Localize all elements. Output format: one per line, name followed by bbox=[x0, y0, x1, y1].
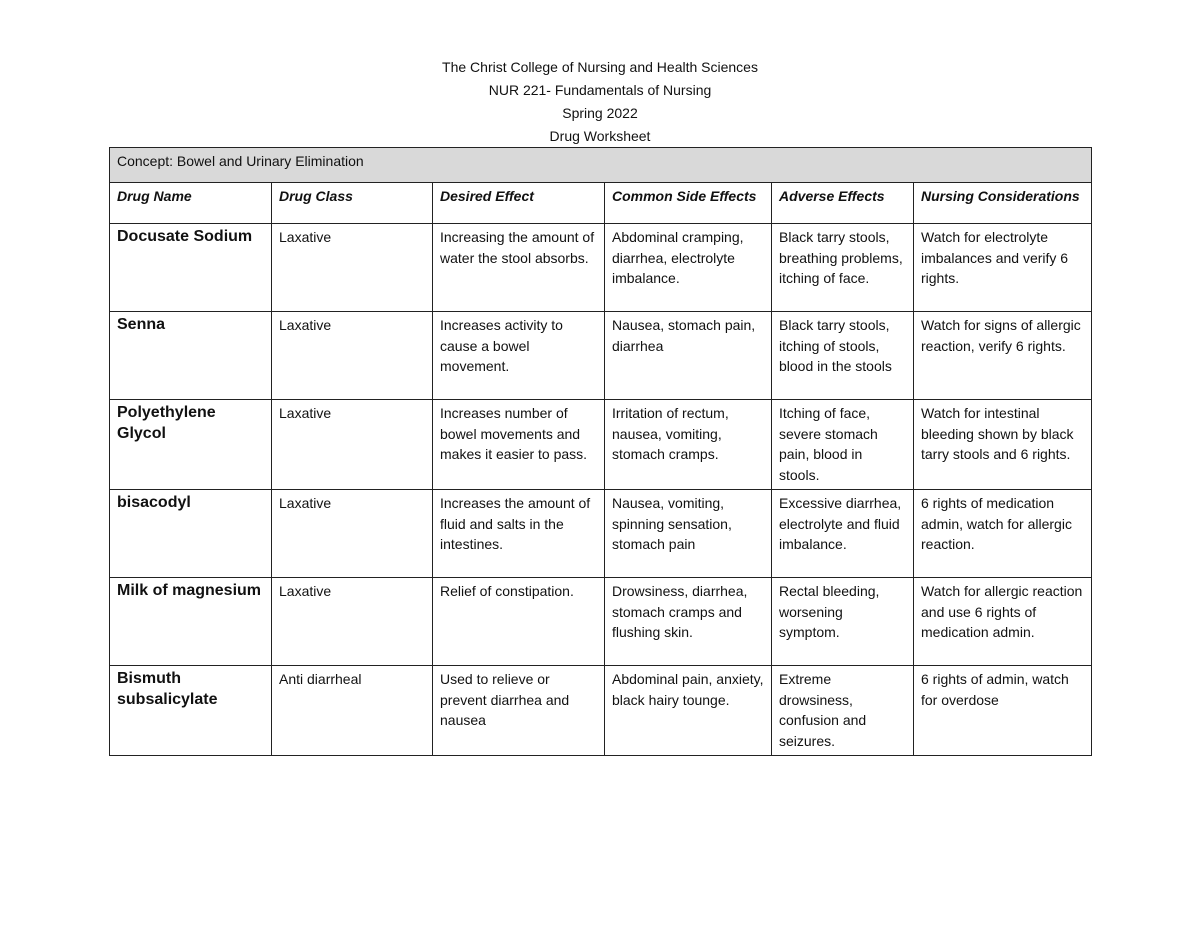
drug-class-cell: Laxative bbox=[272, 490, 433, 578]
term: Spring 2022 bbox=[562, 105, 638, 121]
table-row bbox=[110, 312, 1092, 400]
worksheet-title: Drug Worksheet bbox=[549, 128, 651, 144]
drug-worksheet-table bbox=[109, 147, 1092, 756]
column-header: Common Side Effects bbox=[605, 183, 772, 224]
side-effects-cell: Drowsiness, diarrhea, stomach cramps and flushing skin. bbox=[605, 578, 772, 666]
side-effects-cell: Nausea, vomiting, spinning sensation, stomach pain bbox=[605, 490, 772, 578]
drug-class-cell: Laxative bbox=[272, 224, 433, 312]
column-header: Nursing Considerations bbox=[914, 183, 1092, 224]
drug-name-cell: Polyethylene Glycol bbox=[110, 400, 272, 490]
drug-class-cell: Laxative bbox=[272, 312, 433, 400]
table-row bbox=[110, 578, 1092, 666]
adverse-effects-cell: Excessive diarrhea, electrolyte and fluid imbalance. bbox=[772, 490, 914, 578]
nursing-considerations-cell: Watch for intestinal bleeding shown by black tarry stools and 6 rights. bbox=[914, 400, 1092, 490]
drug-class-cell: Laxative bbox=[272, 400, 433, 490]
nursing-considerations-cell: Watch for electrolyte imbalances and verify 6 rights. bbox=[914, 224, 1092, 312]
adverse-effects-cell: Black tarry stools, itching of stools, blood in the stools bbox=[772, 312, 914, 400]
column-header: Drug Name bbox=[110, 183, 272, 224]
nursing-considerations-cell: 6 rights of admin, watch for overdose bbox=[914, 666, 1092, 756]
desired-effect-cell: Increases activity to cause a bowel movement. bbox=[433, 312, 605, 400]
desired-effect-cell: Relief of constipation. bbox=[433, 578, 605, 666]
adverse-effects-cell: Extreme drowsiness, confusion and seizures. bbox=[772, 666, 914, 756]
column-header: Adverse Effects bbox=[772, 183, 914, 224]
adverse-effects-cell: Rectal bleeding, worsening symptom. bbox=[772, 578, 914, 666]
adverse-effects-cell: Black tarry stools, breathing problems, itching of face. bbox=[772, 224, 914, 312]
course-title: NUR 221- Fundamentals of Nursing bbox=[488, 82, 712, 98]
drug-name-cell: Docusate Sodium bbox=[110, 224, 272, 312]
document-header bbox=[0, 56, 1200, 148]
nursing-considerations-cell: 6 rights of medication admin, watch for allergic reaction. bbox=[914, 490, 1092, 578]
desired-effect-cell: Increasing the amount of water the stool absorbs. bbox=[433, 224, 605, 312]
drug-class-cell: Anti diarrheal bbox=[272, 666, 433, 756]
column-header-row bbox=[110, 183, 1092, 224]
column-header: Desired Effect bbox=[433, 183, 605, 224]
nursing-considerations-cell: Watch for signs of allergic reaction, verify 6 rights. bbox=[914, 312, 1092, 400]
table-row bbox=[110, 666, 1092, 756]
side-effects-cell: Abdominal cramping, diarrhea, electrolyte imbalance. bbox=[605, 224, 772, 312]
side-effects-cell: Nausea, stomach pain, diarrhea bbox=[605, 312, 772, 400]
drug-name-cell: Bismuth subsalicylate bbox=[110, 666, 272, 756]
table-row bbox=[110, 224, 1092, 312]
desired-effect-cell: Used to relieve or prevent diarrhea and nausea bbox=[433, 666, 605, 756]
drug-name-cell: Milk of magnesium bbox=[110, 578, 272, 666]
desired-effect-cell: Increases number of bowel movements and makes it easier to pass. bbox=[433, 400, 605, 490]
drug-name-cell: Senna bbox=[110, 312, 272, 400]
nursing-considerations-cell: Watch for allergic reaction and use 6 rights of medication admin. bbox=[914, 578, 1092, 666]
column-header: Drug Class bbox=[272, 183, 433, 224]
drug-name-cell: bisacodyl bbox=[110, 490, 272, 578]
table-row bbox=[110, 490, 1092, 578]
concept-label: Concept: Bowel and Urinary Elimination bbox=[110, 148, 1092, 183]
side-effects-cell: Irritation of rectum, nausea, vomiting, stomach cramps. bbox=[605, 400, 772, 490]
table-row bbox=[110, 400, 1092, 490]
drug-class-cell: Laxative bbox=[272, 578, 433, 666]
adverse-effects-cell: Itching of face, severe stomach pain, blood in stools. bbox=[772, 400, 914, 490]
side-effects-cell: Abdominal pain, anxiety, black hairy tounge. bbox=[605, 666, 772, 756]
desired-effect-cell: Increases the amount of fluid and salts in the intestines. bbox=[433, 490, 605, 578]
concept-row bbox=[110, 148, 1092, 183]
college-name: The Christ College of Nursing and Health Sciences bbox=[442, 59, 758, 75]
